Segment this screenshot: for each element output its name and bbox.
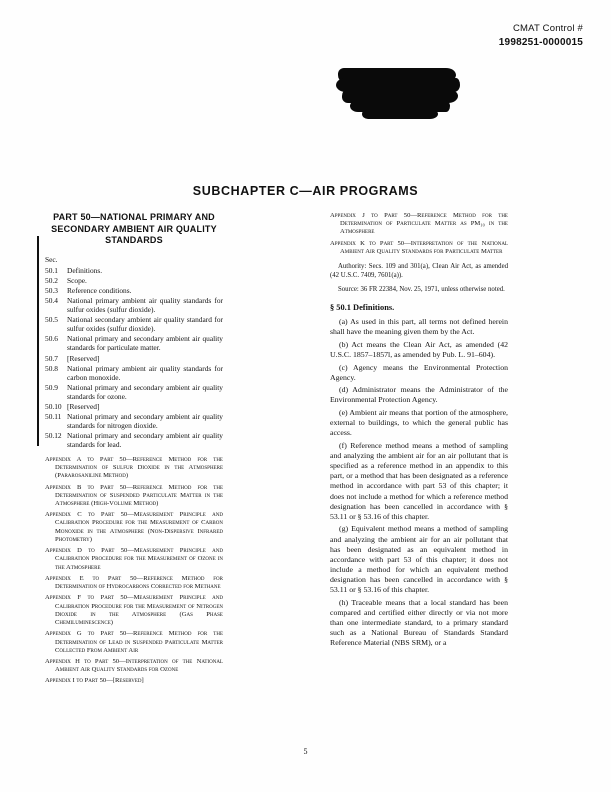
toc-number: 50.9: [45, 382, 58, 392]
redaction-stroke: [362, 109, 438, 119]
paragraph: (b) Act means the Clean Air Act, as amended (42 U.S.C. 1857–1857l, as amended by Pub. L. 91–604).: [330, 339, 508, 359]
toc-number: 50.2: [45, 276, 58, 286]
appendix-list-right: [330, 212, 508, 256]
toc-text: National primary ambient air quality standards for sulfur oxides (sulfur dioxide).: [67, 296, 223, 315]
control-number-stamp: [499, 22, 583, 50]
list-item: [45, 383, 223, 401]
paragraph: (h) Traceable means that a local standard has been compared and certified either directly or via not more than one intermediate standard, to a primary standard such as a National Bureau of Standards Standard Reference Material (NBS SRM), or a: [330, 597, 508, 648]
section-body: [330, 317, 508, 648]
subchapter-title: SUBCHAPTER C—AIR PROGRAMS: [192, 184, 419, 198]
list-item: [45, 402, 223, 411]
paragraph: (g) Equivalent method means a method of sampling and analyzing the ambient air for an air pollutant that has been designated as an equivalent method in accordance with part 53 of this chapter; it does not include a method for which an equivalent method designation has been cancelled in accordance with § 53.11 or § 53.16 of this chapter.: [330, 524, 508, 595]
appendix-list-left: [45, 456, 223, 686]
list-item: [45, 296, 223, 314]
left-column: [45, 212, 223, 689]
toc-number: 50.4: [45, 296, 58, 306]
toc-text: National secondary ambient air quality standard for sulfur oxides (sulfur dioxide).: [67, 315, 223, 334]
toc-number: 50.11: [45, 411, 62, 421]
toc-number: 50.5: [45, 315, 58, 325]
toc-number: 50.6: [45, 334, 58, 344]
list-item: [45, 354, 223, 363]
toc-text: National primary and secondary ambient air quality standards for particulate matter.: [67, 334, 223, 353]
toc-number: 50.3: [45, 286, 58, 296]
list-item: Appendix I to Part 50—[Reserved]: [45, 677, 144, 685]
list-item: [45, 364, 223, 382]
source-note: Source: 36 FR 22384, Nov. 25, 1971, unless otherwise noted.: [338, 285, 505, 293]
sec-label: Sec.: [45, 255, 58, 265]
authority-note: Authority: Secs. 109 and 301(a), Clean Air Act, as amended (42 U.S.C. 7409, 7601(a)).: [330, 263, 508, 279]
toc-number: 50.1: [45, 266, 58, 276]
control-number-value: 1998251-0000015: [498, 36, 583, 48]
toc-text: Reference conditions.: [67, 286, 132, 296]
part-title: PART 50—NATIONAL PRIMARY AND SECONDARY AMBIENT AIR QUALITY STANDARDS: [51, 212, 217, 246]
toc-text: National primary and secondary ambient air quality standards for nitrogen dioxide.: [67, 411, 223, 430]
list-item: [45, 412, 223, 430]
paragraph: (d) Administrator means the Administrator of the Environmental Protection Agency.: [330, 385, 508, 405]
paragraph: (e) Ambient air means that portion of the atmosphere, external to buildings, to which the general public has access.: [330, 408, 508, 438]
list-item: [45, 266, 223, 275]
list-item: [45, 286, 223, 295]
list-item: Appendix D to Part 50—Measurement Principle and Calibration Procedure for the Measurement of Ozone in the Atmosphere: [45, 547, 223, 571]
list-item: Appendix B to Part 50—Reference Method for the Determination of Suspended Particulate Matter in the Atmosphere (High-Volume Method): [45, 483, 223, 507]
list-item: Appendix A to Part 50—Reference Method for the Determination of Sulfur Dioxide in the Atmosphere (Pararosaniline Method): [45, 455, 223, 480]
list-item: Appendix J to Part 50—Reference Method for the Determination of Particulate Matter as PM₁₀ in the Atmosphere: [330, 212, 508, 236]
toc-number: 50.7: [45, 353, 58, 363]
control-number-label: CMAT Control #: [512, 23, 583, 34]
toc-number: 50.10: [45, 401, 62, 411]
right-column: [330, 212, 508, 651]
page-number: 5: [303, 747, 308, 756]
toc-number: 50.12: [45, 430, 62, 440]
list-item: Appendix K to Part 50—Interpretation of the National Ambient Air Quality Standards for Particulate Matter: [330, 239, 508, 255]
toc-text: Scope.: [67, 276, 87, 286]
margin-change-bar: [37, 236, 39, 446]
list-item: Appendix F to Part 50—Measurement Principle and Calibration Procedure for the Measurement of Nitrogen Dioxide in the Atmosphere (Gas Phase Chemiluminescence): [45, 594, 223, 627]
list-item: [45, 334, 223, 352]
section-heading: § 50.1 Definitions.: [330, 302, 395, 312]
list-item: Appendix G to Part 50—Reference Method for the Determination of Lead in Suspended Particulate Matter Collected From Ambient Air: [45, 630, 223, 654]
toc-text: [Reserved]: [67, 353, 100, 363]
paragraph: (a) As used in this part, all terms not defined herein shall have the meaning given them by the Act.: [330, 317, 508, 337]
toc-text: National primary ambient air quality standards for carbon monoxide.: [67, 363, 223, 382]
toc-text: [Reserved]: [67, 401, 100, 411]
paragraph: (c) Agency means the Environmental Protection Agency.: [330, 362, 508, 382]
list-item: [45, 276, 223, 285]
toc-text: Definitions.: [67, 266, 103, 276]
list-item: Appendix E to Part 50—Reference Method for Determination of Hydrocarbons Corrected for Methane: [45, 574, 223, 591]
toc-text: National primary and secondary ambient air quality standards for lead.: [67, 430, 223, 449]
table-of-contents: [45, 266, 223, 449]
list-item: [45, 431, 223, 449]
list-item: Appendix C to Part 50—Measurement Principle and Calibration Procedure for the Measurement of Carbon Monoxide in the Atmosphere (Non-Dispersive Infrared Photometry): [45, 511, 223, 543]
toc-number: 50.8: [45, 363, 58, 373]
redaction-mark: [336, 66, 462, 122]
list-item: [45, 315, 223, 333]
list-item: Appendix H to Part 50—Interpretation of the National Ambient Air Quality Standards for Ozone: [45, 657, 223, 674]
toc-text: National primary and secondary ambient air quality standards for ozone.: [67, 382, 223, 401]
paragraph: (f) Reference method means a method of sampling and analyzing the ambient air for an air pollutant that is specified as a reference method in an appendix to this part, or a method that has been designated as a reference method in accordance with part 53 of this chapter; it does not include a method for which a reference method designation has been cancelled in accordance with § 53.11 or § 53.16 of this chapter.: [330, 440, 508, 521]
